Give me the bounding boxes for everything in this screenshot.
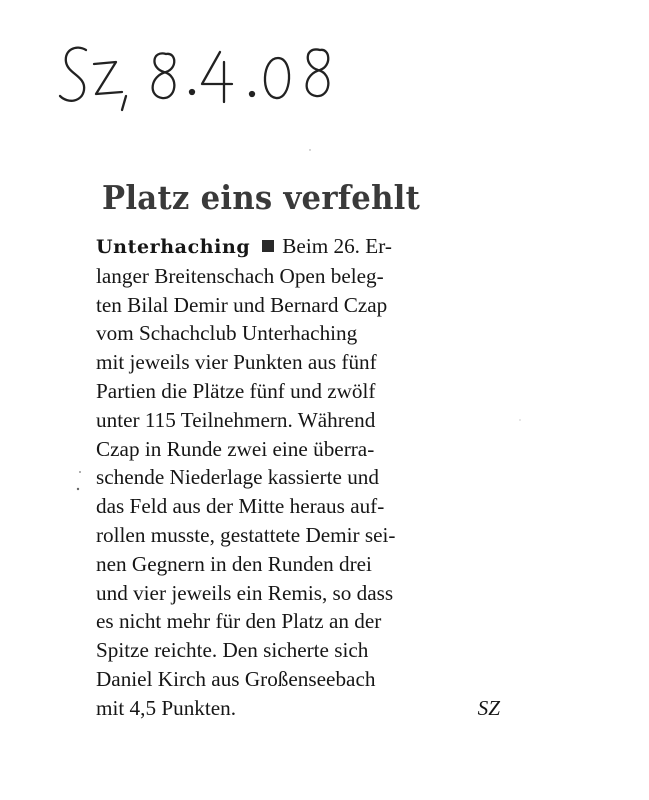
line-text: und vier jeweils ein Remis, so dass (96, 580, 394, 605)
article-body (96, 232, 504, 723)
article-line (96, 435, 504, 464)
article-line (96, 463, 504, 492)
article-line (96, 377, 504, 406)
line-text: vom Schachclub Unterhaching (96, 321, 358, 346)
article-line (96, 262, 504, 291)
article-line (96, 636, 504, 665)
dateline: Unterhaching (96, 236, 251, 258)
article-line (96, 665, 504, 694)
line-text: rollen musste, gestattete Demir sei- (96, 522, 396, 547)
line-text: Daniel Kirch aus Großenseebach (96, 666, 376, 691)
article-line (96, 607, 504, 636)
newspaper-clipping (96, 178, 504, 723)
line-text: unter 115 Teilnehmern. Während (96, 407, 376, 432)
line-text: ten Bilal Demir und Bernard Czap (96, 292, 388, 317)
article-line (96, 291, 504, 320)
line-text: Beim 26. Er- (282, 234, 392, 258)
author-signature: SZ (477, 695, 500, 720)
headline: Platz eins verfehlt (102, 178, 421, 217)
article-line (96, 694, 504, 723)
line-text: nen Gegnern in den Runden drei (96, 551, 372, 576)
line-text: das Feld aus der Mitte heraus auf- (96, 494, 385, 519)
article-line (96, 550, 504, 579)
line-text: schende Niederlage kassierte und (96, 465, 379, 490)
line-text: mit 4,5 Punkten. (96, 695, 237, 720)
line-text: mit jeweils vier Punkten aus fünf (96, 350, 377, 375)
article-line (96, 492, 504, 521)
line-text: langer Breitenschach Open beleg- (96, 263, 384, 288)
line-text: Czap in Runde zwei eine überra- (96, 436, 375, 461)
handwritten-date-note (52, 28, 342, 128)
article-line (96, 348, 504, 377)
square-bullet-icon (262, 240, 274, 252)
article-line (96, 579, 504, 608)
article-line (96, 521, 504, 550)
article-line (96, 319, 504, 348)
dateline-group (96, 232, 392, 262)
article-line (96, 232, 504, 262)
line-text: Partien die Plätze fünf und zwölf (96, 378, 376, 403)
line-text: Spitze reichte. Den sicherte sich (96, 638, 369, 663)
article-line (96, 406, 504, 435)
line-text: es nicht mehr für den Platz an der (96, 609, 382, 634)
